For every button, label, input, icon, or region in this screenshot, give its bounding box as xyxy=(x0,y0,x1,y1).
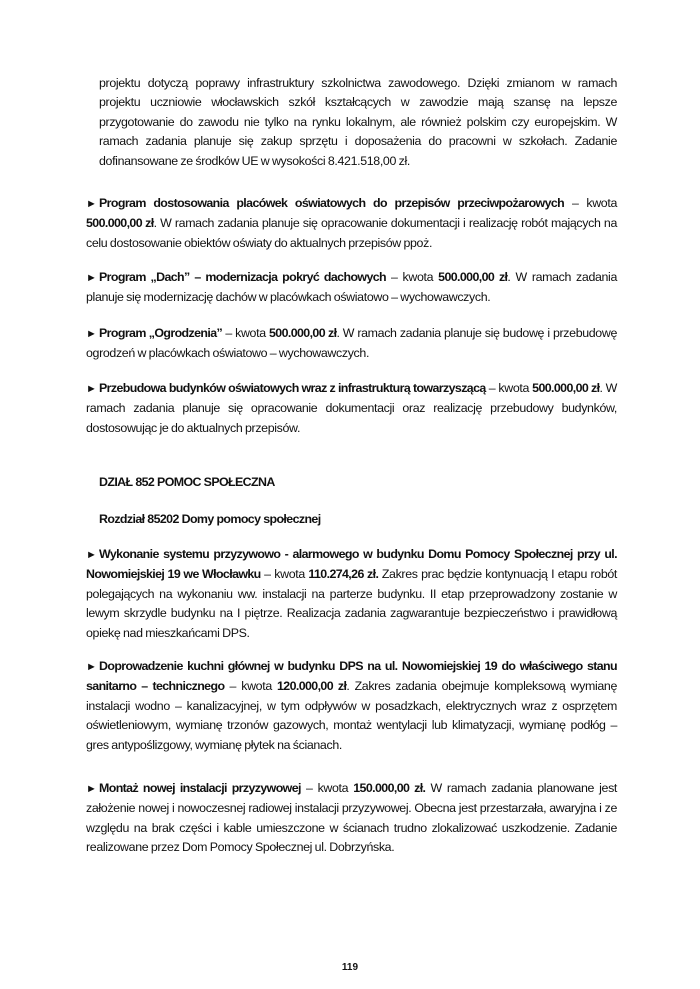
item-amount: 500.000,00 zł xyxy=(86,216,154,231)
list-item-fences xyxy=(86,324,617,364)
item-mid: – kwota xyxy=(386,270,439,284)
item-title: Program dostosowania placówek oświatowych do przepisów przeciwpożarowych xyxy=(99,196,565,210)
list-item-fire-safety xyxy=(86,194,617,253)
item-text: Zakres prac będzie kontynuacją I etapu robót polegających na wykonaniu ww. instalacji na parterze budynku. II etap przeprowadzony zostanie w lewym skrzydle budynku na I piętrze. Realizacja zadania zagwarantuje bezpieczeństwo i prawidłową opiekę nad mieszkańcami DPS. xyxy=(86,567,618,640)
item-title: Przebudowa budynków oświatowych wraz z infrastrukturą towarzyszącą xyxy=(99,381,486,395)
item-amount: 500.000,00 zł xyxy=(532,381,600,395)
intro-paragraph xyxy=(99,74,617,171)
item-mid: – kwota xyxy=(224,679,277,694)
subsection-heading: Rozdział 85202 Domy pomocy społecznej xyxy=(99,512,321,526)
item-mid: – kwota xyxy=(485,381,533,395)
item-mid: – kwota xyxy=(260,567,309,582)
item-title: Doprowadzenie kuchni głównej w budynku DPS na ul. Nowomiejskiej 19 do właściwego stanu sanitarno – technicznego xyxy=(86,659,617,694)
list-item-rebuild xyxy=(86,379,617,438)
item-text: . W ramach zadania planuje się opracowanie dokumentacji i realizację robót mających na celu dostosowanie obiektów oświaty do aktualnych przepisów ppoż. xyxy=(86,216,618,250)
item-amount: 110.274,26 zł. xyxy=(308,567,379,582)
item-amount: 500.000,00 zł xyxy=(268,326,337,340)
item-title: Program „Ogrodzenia” xyxy=(99,326,223,340)
item-title: Montaż nowej instalacji przyzywowej xyxy=(99,781,301,795)
item-text: . Zakres zadania obejmuje kompleksową wymianę instalacji wodno – kanalizacyjnej, w tym odpływów w posadzkach, elektrycznych wraz z osprzętem oświetleniowym, wymianę trzonów gazowych, montaż wentylacji lub klimatyzacji, wymianę podłóg – gres antypoślizgowy, wymianę płytek na ścianach. xyxy=(86,679,617,752)
bullet-arrow-icon: ► xyxy=(86,661,97,673)
bullet-arrow-icon: ► xyxy=(86,383,97,395)
bullet-arrow-icon: ► xyxy=(86,328,97,340)
item-amount: 500.000,00 zł xyxy=(438,270,508,284)
item-title: Program „Dach” – modernizacja pokryć dachowych xyxy=(99,270,386,284)
page-number: 119 xyxy=(341,962,359,973)
bullet-arrow-icon: ► xyxy=(86,272,97,284)
item-title: Wykonanie systemu przyzywowo - alarmowego w budynku Domu Pomocy Społecznej przy ul. Nowomiejskiej 19 we Włocławku xyxy=(86,547,617,582)
item-text: . W ramach zadania planuje się opracowanie dokumentacji oraz realizację przebudowy budynków, dostosowując je do aktualnych przepisów. xyxy=(86,381,618,435)
list-item-kitchen xyxy=(86,657,617,755)
bullet-arrow-icon: ► xyxy=(86,198,97,210)
bullet-arrow-icon: ► xyxy=(86,549,97,561)
list-item-alarm-system xyxy=(86,545,617,643)
list-item-roof xyxy=(86,268,617,308)
item-mid: – kwota xyxy=(300,781,354,795)
bullet-arrow-icon: ► xyxy=(86,783,97,795)
item-amount: 120.000,00 zł xyxy=(277,679,347,694)
intro-text: projektu dotyczą poprawy infrastruktury szkolnictwa zawodowego. Dzięki zmianom w ramach projektu uczniowie włocławskich szkół kształcących w zawodzie mają szansę na lepsze przygotowanie do zawodu nie tylko na rynku lokalnym, ale również polskim czy europejskim. W ramach zadania planuje się zakup sprzętu i doposażenia do pracowni w szkołach. Zadanie dofinansowane ze środków UE w wysokości 8.421.518,00 zł. xyxy=(99,76,617,168)
section-heading: DZIAŁ 852 POMOC SPOŁECZNA xyxy=(99,475,275,489)
item-mid: – kwota xyxy=(222,326,269,340)
item-text: . W ramach zadania planuje się modernizację dachów w placówkach oświatowo – wychowawczych. xyxy=(86,270,618,305)
item-text: W ramach zadania planowane jest założenie nowej i nowoczesnej radiowej instalacji przyzywowej. Obecna jest przestarzała, awaryjna i ze względu na brak części i kable umieszczone w ścianach trudno zlokalizować uszkodzenie. Zadanie realizowane przez Dom Pomocy Społecznej ul. Dobrzyńska. xyxy=(86,781,618,855)
list-item-call-system xyxy=(86,779,617,858)
item-text: . W ramach zadania planuje się budowę i przebudowę ogrodzeń w placówkach oświatowo – wychowawczych. xyxy=(86,326,617,361)
item-mid: – kwota xyxy=(564,196,617,210)
item-amount: 150.000,00 zł. xyxy=(353,781,426,795)
